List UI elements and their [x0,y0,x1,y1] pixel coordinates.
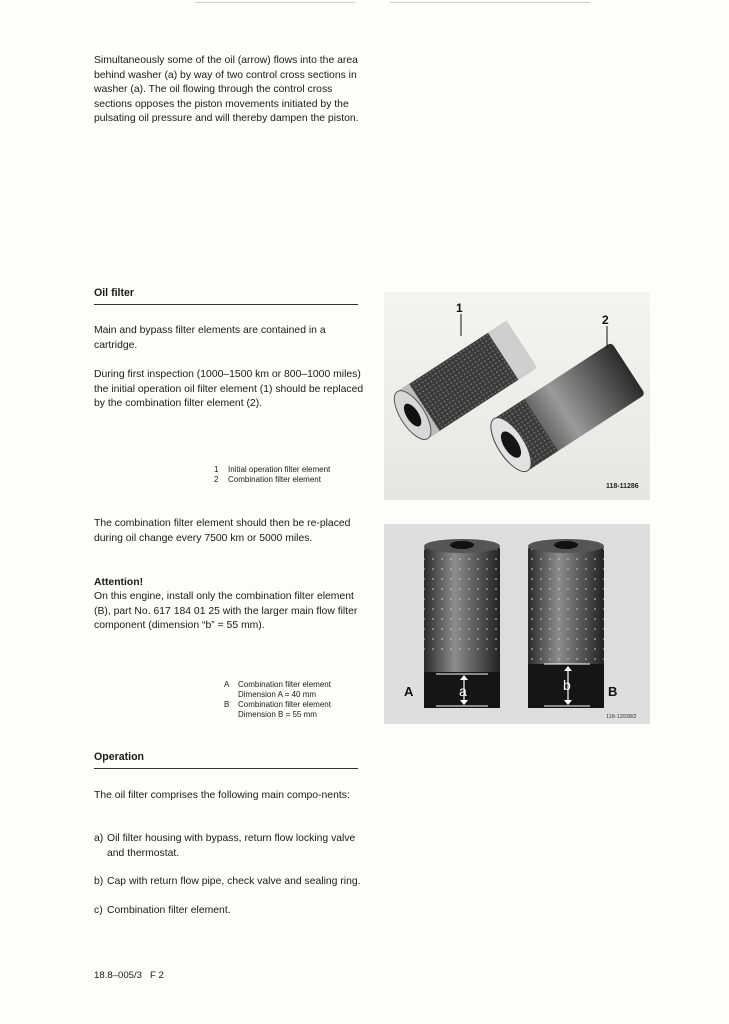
attention-text: On this engine, install only the combination filter element (B), part No. 617 184 01 25 with the larger main flow filter component (dimension “b” = 55 mm). [94,591,358,632]
figure2-legend [224,680,331,720]
legend-item [224,700,331,720]
filter-elements-photo [384,292,650,500]
legend-item [214,465,330,475]
list-item-label: c) [94,904,103,916]
legend-line: Combination filter element [238,700,331,709]
filter-dimensions-photo [384,524,650,724]
list-item [94,832,366,861]
dimension-a: a [459,683,467,699]
list-item [94,875,366,890]
callout-2: 2 [602,313,609,327]
dimension-b: b [563,677,571,693]
legend-line: Dimension A = 40 mm [238,690,317,699]
top-rule-right [390,2,590,3]
oil-filter-heading: Oil filter [94,287,358,305]
attention-title: Attention! [94,577,144,588]
legend-letter: A [224,680,230,689]
list-item-label: b) [94,876,104,888]
legend-item [224,680,331,700]
figure1-legend [214,465,330,485]
intro-paragraph: Simultaneously some of the oil (arrow) flows into the area behind washer (a) by way of two control cross sections in washer (a). The oil flowing through the control cross sections opposes the piston movements initiated by the pulsating oil pressure and will thereby dampen the piston. [94,55,359,125]
legend-line: Dimension B = 55 mm [238,710,317,719]
label-b: B [608,684,618,699]
legend-number: 1 [214,465,219,474]
legend-letter: B [224,700,230,709]
callout-1: 1 [456,301,463,315]
operation-heading: Operation [94,751,358,769]
list-item [94,904,366,919]
legend-item [214,475,330,485]
oil-filter-paragraph-1: Main and bypass filter elements are contained in a cartridge. [94,325,326,351]
legend-text [238,700,331,720]
legend-text: Combination filter element [228,475,321,484]
legend-text: Initial operation filter element [228,465,331,474]
legend-number: 2 [214,475,219,484]
legend-text [238,680,331,700]
oil-filter-paragraph-3: The combination filter element should then be re-placed during oil change every 7500 km or 5000 miles. [94,518,351,544]
list-item-label: a) [94,833,104,844]
legend-line: Combination filter element [238,680,331,689]
page-footer: 18.8–005/3 F 2 [94,970,164,981]
operation-list [94,832,366,918]
figure1-ref: 118-11286 [606,483,639,490]
label-a: A [404,684,414,699]
operation-intro: The oil filter comprises the following main compo-nents: [94,790,350,801]
top-rule-left [195,2,355,3]
list-item-text: Combination filter element. [107,904,231,916]
oil-filter-paragraph-2: During first inspection (1000–1500 km or 800–1000 miles) the initial operation oil filter element (1) should be replaced by the combination filter element (2). [94,369,364,410]
figure2-ref: 118-13938/2 [606,714,637,720]
list-item-text: Oil filter housing with bypass, return flow locking valve and thermostat. [107,833,356,859]
list-item-text: Cap with return flow pipe, check valve and sealing ring. [107,876,361,888]
